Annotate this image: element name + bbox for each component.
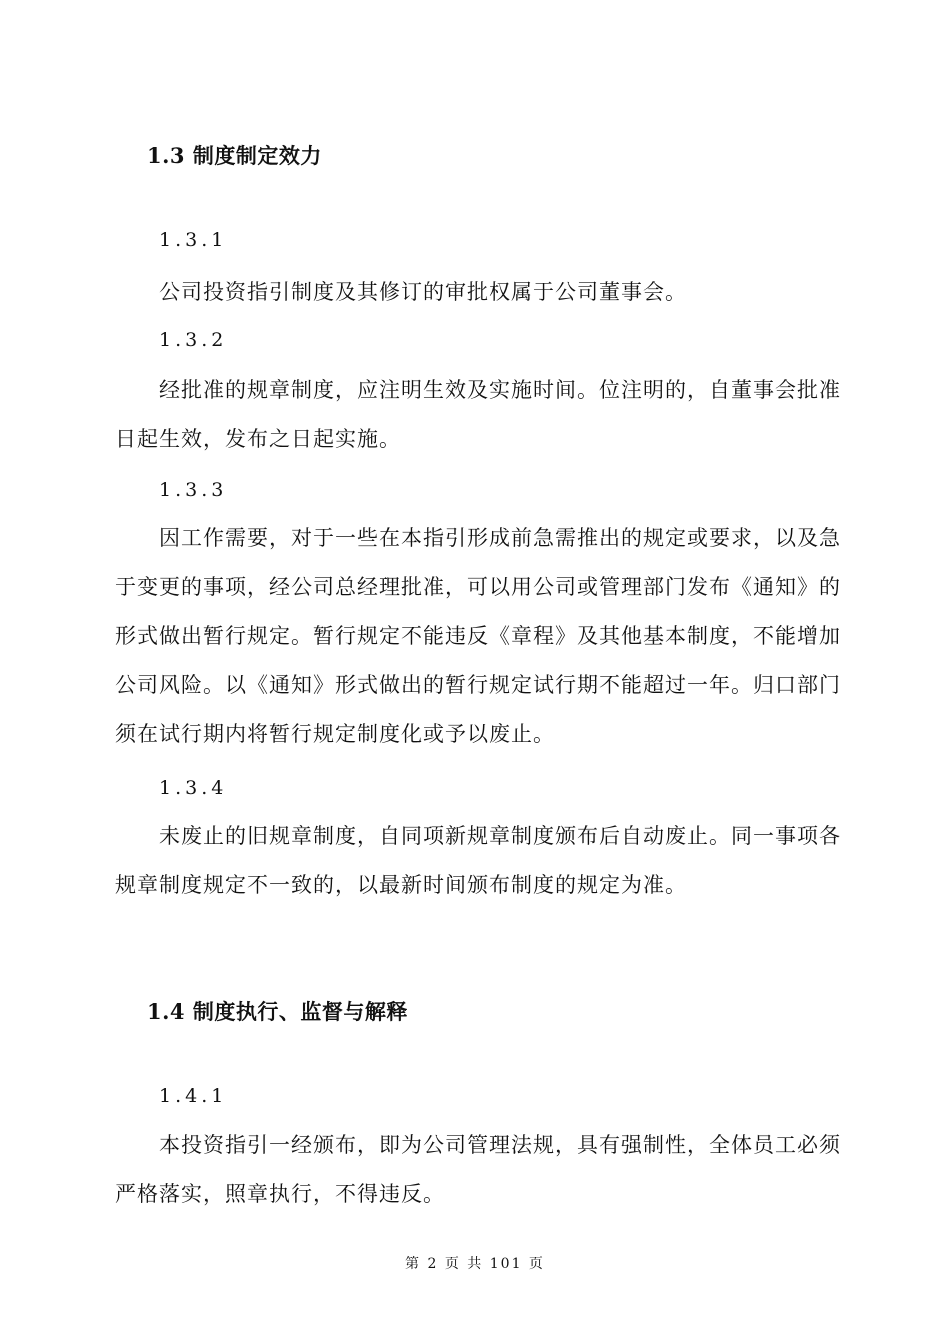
clause-number: 1.4.1 [159,1085,228,1107]
clause-text: 公司投资指引制度及其修订的审批权属于公司董事会。 [159,280,687,304]
clause-number: 1.3.3 [159,479,228,501]
page-footer: 第 2 页 共 101 页 [405,1256,545,1272]
clause-number: 1.3.2 [159,329,228,351]
clause-text: 因工作需要，对于一些在本指引形成前急需推出的规定或要求，以及急于变更的事项，经公司总经理批准，可以用公司或管理部门发布《通知》的形式做出暂行规定。暂行规定不能违反《章程》及其他基本制度，不能增加公司风险。以《通知》形式做出的暂行规定试行期不能超过一年。归口部门须在试行期内将暂行规定制度化或予以废止。 [115,526,841,746]
clause-number: 1.3.4 [159,777,228,799]
section-heading: 1.3 制度制定效力 [147,143,322,168]
clause-text: 未废止的旧规章制度，自同项新规章制度颁布后自动废止。同一事项各规章制度规定不一致的，以最新时间颁布制度的规定为准。 [115,824,841,897]
clause-text: 经批准的规章制度，应注明生效及实施时间。位注明的，自董事会批准日起生效，发布之日起实施。 [115,378,841,451]
clause-text: 本投资指引一经颁布，即为公司管理法规，具有强制性，全体员工必须严格落实，照章执行，不得违反。 [115,1133,841,1206]
clause-number: 1.3.1 [159,229,228,251]
section-heading: 1.4 制度执行、监督与解释 [147,999,408,1024]
